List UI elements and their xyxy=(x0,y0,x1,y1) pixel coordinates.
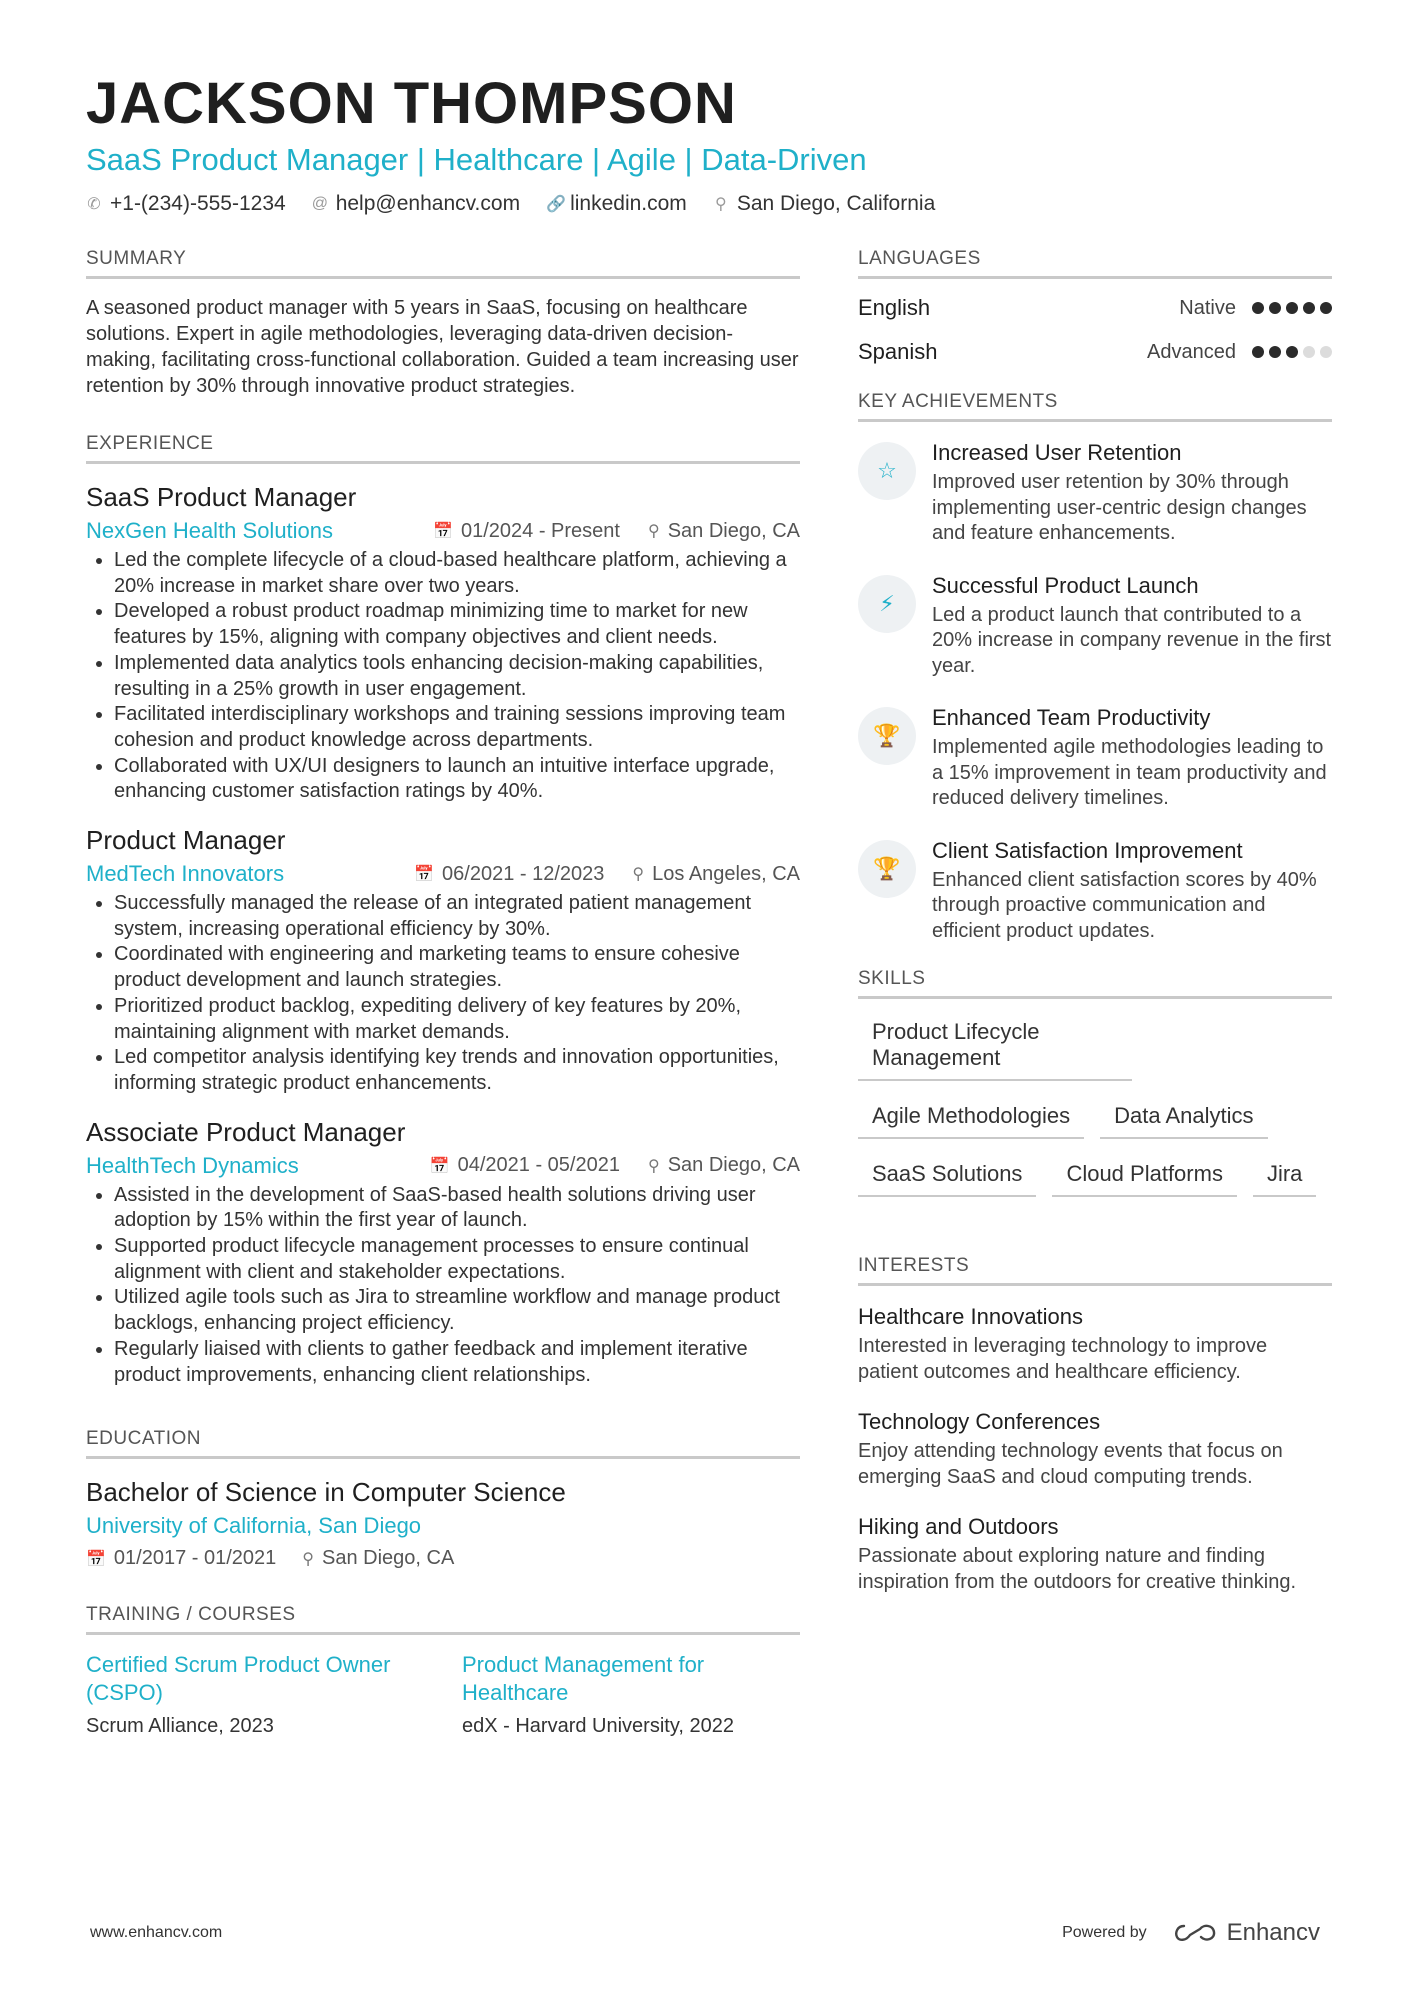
rating-dots xyxy=(1252,302,1332,314)
page-footer xyxy=(90,1919,1320,1947)
calendar-icon: 📅 xyxy=(414,866,435,884)
interests-section xyxy=(858,1255,1332,1595)
rating-dot-filled xyxy=(1303,302,1315,314)
achievement-title: Client Satisfaction Improvement xyxy=(932,837,1243,863)
language-level: Native xyxy=(1179,296,1236,319)
job-bullet: • Utilized agile tools such as Jira to streamline workflow and manage product backlogs, enhancing project efficiency. xyxy=(114,1285,800,1336)
job-bullet: • Developed a robust product roadmap minimizing time to market for new features by 15%, aligning with company objectives and client needs. xyxy=(114,599,800,650)
language-name: English xyxy=(858,295,931,320)
location-pin-icon: ⚲ xyxy=(714,196,727,213)
course-name: Product Management for Healthcare xyxy=(462,1652,705,1706)
interest-item xyxy=(858,1407,1332,1490)
school-name: University of California, San Diego xyxy=(86,1513,422,1539)
achievement-desc: Improved user retention by 30% through implementing user-centric design changes and feature enhancements. xyxy=(932,471,1307,544)
achievement-title: Increased User Retention xyxy=(932,440,1182,465)
course-name: Certified Scrum Product Owner (CSPO) xyxy=(86,1652,391,1706)
education-meta xyxy=(86,1547,800,1570)
skill-tag: Product Lifecycle Management xyxy=(858,1015,1132,1081)
education-dates-text: 01/2017 - 01/2021 xyxy=(113,1547,277,1570)
contact-location xyxy=(713,192,935,216)
job-bullets xyxy=(86,1183,800,1389)
education-dates xyxy=(86,1547,276,1570)
job-dates xyxy=(433,520,620,543)
infinity-icon xyxy=(1173,1922,1217,1944)
rating-dot-filled xyxy=(1269,302,1281,314)
achievement-item xyxy=(858,571,1332,680)
interest-desc: Enjoy attending technology events that focus on emerging SaaS and cloud computing trends. xyxy=(858,1440,1283,1488)
candidate-name: JACKSON THOMPSON xyxy=(86,71,737,136)
resume-header xyxy=(86,72,1326,216)
company-name: HealthTech Dynamics xyxy=(86,1152,299,1178)
job-location xyxy=(648,1154,800,1177)
education-location xyxy=(302,1547,454,1570)
skill-tag: SaaS Solutions xyxy=(858,1157,1036,1197)
email-text[interactable]: help@enhancv.com xyxy=(335,192,521,215)
job-location-text: San Diego, CA xyxy=(667,1154,800,1177)
job-bullet: • Collaborated with UX/UI designers to launch an intuitive interface upgrade, enhancing customer satisfaction ratings by 40%. xyxy=(114,754,800,805)
section-heading: EDUCATION xyxy=(86,1428,800,1459)
at-icon: @ xyxy=(311,195,328,212)
job-bullet: • Led the complete lifecycle of a cloud-based healthcare platform, achieving a 20% increase in market share over two years. xyxy=(114,548,800,599)
skill-list xyxy=(858,1015,1332,1197)
rating-dot-empty xyxy=(1320,346,1332,358)
achievement-item xyxy=(858,438,1332,547)
trophy-icon: 🏆 xyxy=(858,840,916,898)
section-heading: LANGUAGES xyxy=(858,248,1332,279)
skill-tag: Cloud Platforms xyxy=(1052,1157,1237,1197)
achievement-title: Enhanced Team Productivity xyxy=(932,705,1211,730)
training-section xyxy=(86,1604,800,1738)
job-entry xyxy=(86,823,800,1097)
education-location-text: San Diego, CA xyxy=(322,1547,455,1570)
skill-tag: Data Analytics xyxy=(1100,1099,1267,1139)
job-meta-details xyxy=(430,1154,800,1177)
location-pin-icon: ⚲ xyxy=(647,523,660,540)
job-location-text: San Diego, CA xyxy=(667,519,800,542)
powered-by-label: Powered by xyxy=(1062,1924,1147,1941)
rating-dot-filled xyxy=(1320,302,1332,314)
job-meta xyxy=(86,861,800,887)
interest-title: Hiking and Outdoors xyxy=(858,1514,1059,1539)
calendar-icon: 📅 xyxy=(433,523,453,540)
job-dates-text: 06/2021 - 12/2023 xyxy=(442,862,605,885)
skill-tag: Jira xyxy=(1253,1157,1316,1197)
job-bullets xyxy=(86,548,800,805)
job-bullet: • Led competitor analysis identifying key trends and innovation opportunities, informing strategic product enhancements. xyxy=(114,1045,800,1096)
job-meta-details xyxy=(414,863,800,886)
language-name: Spanish xyxy=(858,339,938,364)
language-row xyxy=(858,295,1332,321)
section-heading: INTERESTS xyxy=(858,1255,1332,1286)
job-bullet: • Facilitated interdisciplinary workshops and training sessions improving team cohesion and product knowledge across departments. xyxy=(114,702,800,753)
interest-desc: Passionate about exploring nature and finding inspiration from the outdoors for creative thinking. xyxy=(858,1545,1296,1593)
rating-dot-empty xyxy=(1303,346,1315,358)
location-pin-icon: ⚲ xyxy=(302,1550,315,1568)
course-org: edX - Harvard University, 2022 xyxy=(462,1715,734,1738)
right-column xyxy=(858,248,1332,1629)
interest-item xyxy=(858,1512,1332,1595)
skill-tag: Agile Methodologies xyxy=(858,1099,1084,1139)
job-bullet: • Successfully managed the release of an integrated patient management system, increasing operational efficiency by 30%. xyxy=(114,891,800,942)
summary-section xyxy=(86,248,800,399)
achievements-section xyxy=(858,391,1332,944)
job-bullet: • Regularly liaised with clients to gather feedback and implement iterative product improvements, enhancing client relationships. xyxy=(114,1337,800,1388)
interest-desc: Interested in leveraging technology to improve patient outcomes and healthcare efficiency. xyxy=(858,1335,1268,1383)
achievement-item xyxy=(858,836,1332,945)
left-column xyxy=(86,248,800,1772)
experience-section xyxy=(86,433,800,1388)
job-bullets xyxy=(86,891,800,1097)
achievement-desc: Enhanced client satisfaction scores by 40% through proactive communication and efficient product updates. xyxy=(932,868,1317,942)
job-dates-text: 04/2021 - 05/2021 xyxy=(457,1154,620,1177)
job-bullet: • Prioritized product backlog, expediting delivery of key features by 20%, maintaining alignment with market demands. xyxy=(114,994,800,1045)
linkedin-text[interactable]: linkedin.com xyxy=(570,192,687,215)
summary-text: A seasoned product manager with 5 years in SaaS, focusing on healthcare solutions. Expert in agile methodologies, leveraging data-driven decision-making, facilitating cross-functional collaboration. Guided a team increasing user retention by 30% through innovative product strategies. xyxy=(86,297,799,397)
section-heading: TRAINING / COURSES xyxy=(86,1604,800,1635)
job-entry xyxy=(86,1115,800,1389)
job-dates-text: 01/2024 - Present xyxy=(460,519,620,542)
job-meta-details xyxy=(433,520,800,543)
education-section xyxy=(86,1428,800,1570)
achievement-desc: Implemented agile methodologies leading to a 15% improvement in team productivity and reduced delivery timelines. xyxy=(932,736,1327,809)
section-heading: SKILLS xyxy=(858,968,1332,999)
location-pin-icon: ⚲ xyxy=(647,1157,660,1175)
achievement-body xyxy=(932,836,1332,945)
calendar-icon: 📅 xyxy=(86,1550,106,1568)
skills-section xyxy=(858,968,1332,1197)
job-title: SaaS Product Manager xyxy=(86,482,357,512)
job-dates xyxy=(430,1154,620,1177)
enhancv-logo[interactable] xyxy=(1173,1919,1320,1947)
job-location-text: Los Angeles, CA xyxy=(652,862,800,885)
language-proficiency xyxy=(1147,341,1332,364)
job-bullet: • Coordinated with engineering and marketing teams to ensure cohesive product development and launch strategies. xyxy=(114,942,800,993)
interest-title: Technology Conferences xyxy=(858,1409,1101,1434)
brand-name: Enhancv xyxy=(1226,1919,1320,1946)
section-heading: KEY ACHIEVEMENTS xyxy=(858,391,1332,422)
language-proficiency xyxy=(1179,297,1332,320)
star-icon: ☆ xyxy=(858,442,916,500)
course-item xyxy=(462,1651,798,1738)
job-meta xyxy=(86,518,800,544)
contact-linkedin[interactable] xyxy=(546,192,687,216)
job-meta xyxy=(86,1153,800,1179)
location-text: San Diego, California xyxy=(736,192,936,215)
contact-email[interactable] xyxy=(312,192,520,216)
achievement-body xyxy=(932,571,1332,680)
job-dates xyxy=(414,863,604,886)
phone-icon: ✆ xyxy=(87,196,101,213)
location-pin-icon: ⚲ xyxy=(632,866,645,884)
job-entry xyxy=(86,480,800,805)
interest-title: Healthcare Innovations xyxy=(858,1304,1084,1329)
trophy-icon: 🏆 xyxy=(858,707,916,765)
achievement-body xyxy=(932,438,1332,547)
achievement-body xyxy=(932,703,1332,812)
language-row xyxy=(858,339,1332,365)
job-location xyxy=(632,863,800,886)
languages-section xyxy=(858,248,1332,365)
rating-dot-filled xyxy=(1252,346,1264,358)
contact-phone xyxy=(86,192,286,216)
job-bullet: • Implemented data analytics tools enhancing decision-making capabilities, resulting in a 25% growth in user engagement. xyxy=(114,651,800,702)
job-bullet: • Supported product lifecycle management processes to ensure continual alignment with client and stakeholder expectations. xyxy=(114,1234,800,1285)
language-level: Advanced xyxy=(1147,340,1236,363)
achievement-title: Successful Product Launch xyxy=(932,572,1199,598)
rating-dot-filled xyxy=(1286,346,1298,358)
job-bullet: • Assisted in the development of SaaS-based health solutions driving user adoption by 15% within the first year of launch. xyxy=(114,1183,800,1234)
company-name: NexGen Health Solutions xyxy=(86,518,334,543)
job-title: Associate Product Manager xyxy=(86,1116,406,1147)
rating-dot-filled xyxy=(1252,302,1264,314)
rating-dot-filled xyxy=(1269,346,1281,358)
section-heading: EXPERIENCE xyxy=(86,433,800,464)
course-list xyxy=(86,1651,800,1738)
contact-bar xyxy=(86,192,1326,216)
calendar-icon: 📅 xyxy=(429,1157,450,1175)
candidate-title: SaaS Product Manager | Healthcare | Agile | Data-Driven xyxy=(86,142,867,177)
course-org: Scrum Alliance, 2023 xyxy=(86,1715,274,1738)
company-name: MedTech Innovators xyxy=(86,861,285,887)
course-item xyxy=(86,1651,422,1738)
achievement-desc: Led a product launch that contributed to a 20% increase in company revenue in the first year. xyxy=(932,603,1332,677)
job-location xyxy=(648,520,800,543)
rating-dot-filled xyxy=(1286,302,1298,314)
footer-branding xyxy=(1062,1919,1320,1947)
lightning-icon: ⚡ xyxy=(858,575,916,633)
footer-url[interactable]: www.enhancv.com xyxy=(90,1924,223,1941)
section-heading: SUMMARY xyxy=(86,248,800,279)
interest-item xyxy=(858,1302,1332,1385)
job-title: Product Manager xyxy=(86,825,286,856)
rating-dots xyxy=(1252,346,1332,358)
link-icon: 🔗 xyxy=(546,196,566,213)
degree-title: Bachelor of Science in Computer Science xyxy=(86,1477,566,1508)
achievement-item xyxy=(858,703,1332,812)
phone-text: +1-(234)-555-1234 xyxy=(110,192,286,215)
